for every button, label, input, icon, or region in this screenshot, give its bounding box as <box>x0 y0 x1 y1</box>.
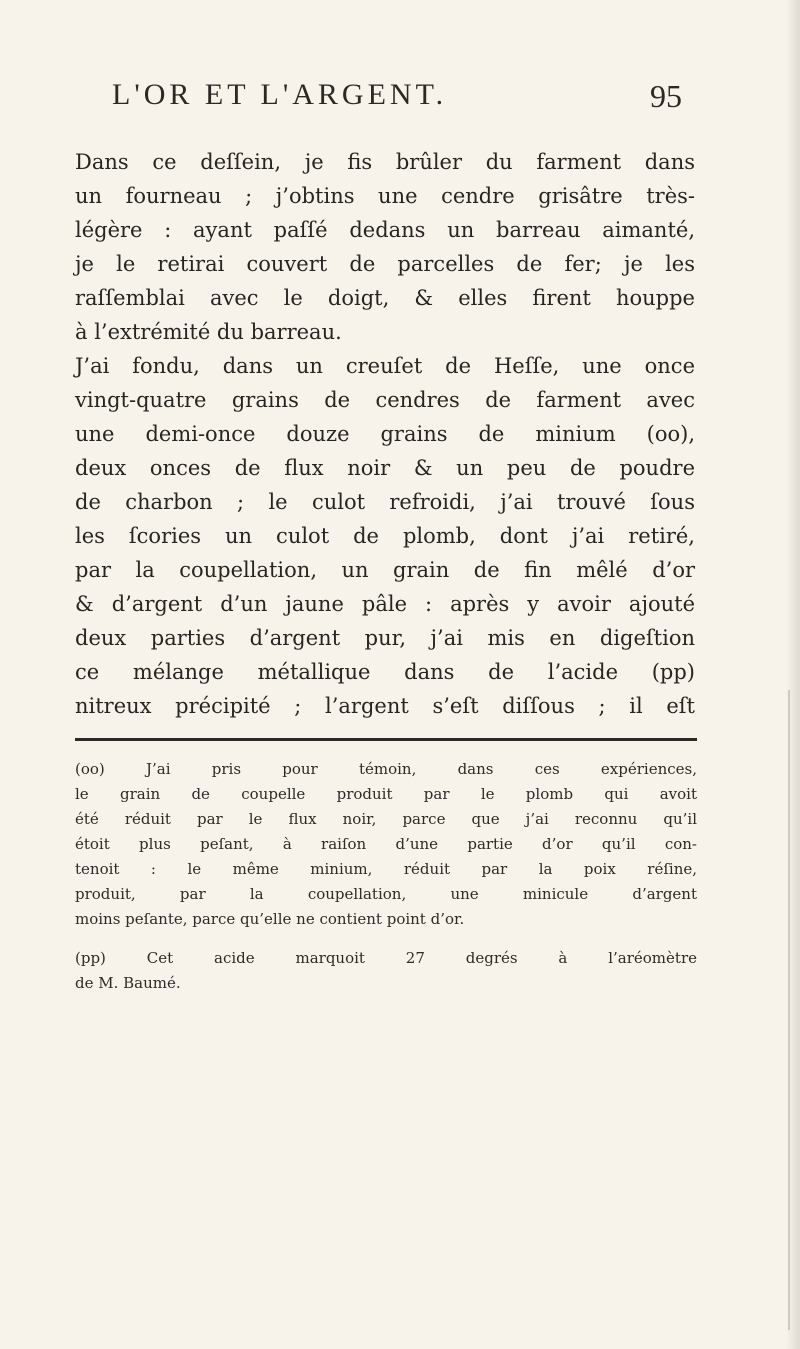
body-line: les ſcories un culot de plomb, dont j’ai retiré, <box>75 524 695 548</box>
footnotes <box>75 757 697 996</box>
body-line: à l’extrémité du barreau. <box>75 320 342 344</box>
body-line: nitreux précipité ; l’argent s’eſt diſſous ; il eſt <box>75 694 695 718</box>
footnote-line: produit, par la coupellation, une minicule d’argent <box>75 885 697 903</box>
body-line: une demi-once douze grains de minium (oo), <box>75 422 695 446</box>
body-line: par la coupellation, un grain de fin mêlé d’or <box>75 558 695 582</box>
footnote-divider <box>75 738 697 741</box>
body-line: de charbon ; le culot refroidi, j’ai trouvé ſous <box>75 490 695 514</box>
footnote-line: le grain de coupelle produit par le plomb qui avoit <box>75 785 697 803</box>
body-line: deux parties d’argent pur, j’ai mis en digeſtion <box>75 626 695 650</box>
body-line: vingt-quatre grains de cendres de farment avec <box>75 388 695 412</box>
body-line: raſſemblai avec le doigt, & elles firent houppe <box>75 286 695 310</box>
page-number: 95 <box>650 78 682 114</box>
footnote-line: (pp) Cet acide marquoit 27 degrés à l’aréomètre <box>75 949 697 967</box>
body-line: & d’argent d’un jaune pâle : après y avoir ajouté <box>75 592 695 616</box>
body-line: J’ai fondu, dans un creuſet de Heſſe, une once <box>75 354 695 378</box>
body-line: deux onces de flux noir & un peu de poudre <box>75 456 695 480</box>
footnote-line: (oo) J’ai pris pour témoin, dans ces expériences, <box>75 760 697 778</box>
running-title: L'OR ET L'ARGENT. <box>112 78 448 111</box>
footnote-line: de M. Baumé. <box>75 974 181 992</box>
page-edge-line <box>788 690 790 1330</box>
footnote-pp <box>75 946 697 996</box>
main-text-block <box>75 145 695 723</box>
footnote-line: tenoit : le même minium, réduit par la poix réſine, <box>75 860 697 878</box>
running-head <box>112 78 712 122</box>
footnote-line: moins peſante, parce qu’elle ne contient point d’or. <box>75 910 465 928</box>
body-line: Dans ce deſſein, je fis brûler du farment dans <box>75 150 695 174</box>
body-line: un fourneau ; j’obtins une cendre grisâtre très- <box>75 184 695 208</box>
body-line: je le retirai couvert de parcelles de fer; je les <box>75 252 695 276</box>
footnote-line: étoit plus peſant, à raiſon d’une partie d’or qu’il con- <box>75 835 697 853</box>
body-line: légère : ayant paſſé dedans un barreau aimanté, <box>75 218 695 242</box>
footnote-line: été réduit par le flux noir, parce que j’ai reconnu qu’il <box>75 810 697 828</box>
body-line: ce mélange métallique dans de l’acide (pp) <box>75 660 695 684</box>
footnote-oo <box>75 757 697 932</box>
